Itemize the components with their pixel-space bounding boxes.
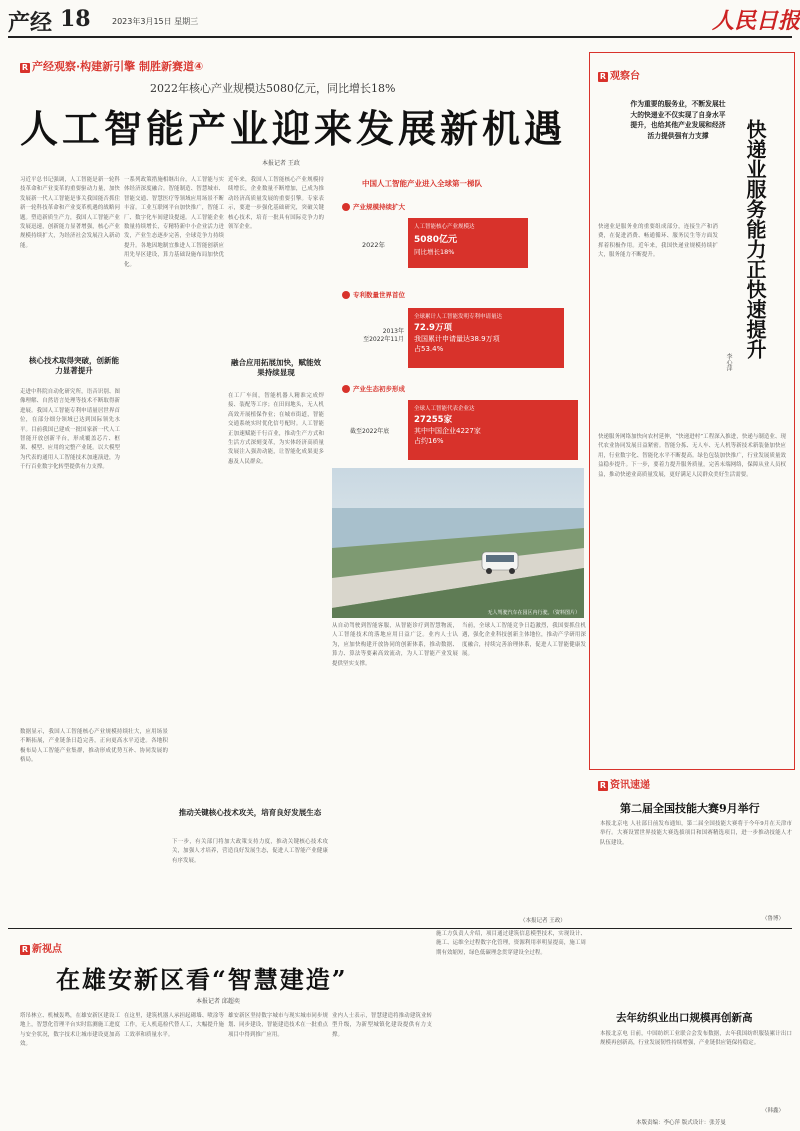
bottom-col-5: 施工方负责人介绍，项目通过建筑信息模型技术，实现设计、施工、运维全过程数字化管理，资源利用率明显提高，施工周期有效缩短，绿色低碳理念贯穿建设全过程。 — [436, 931, 586, 956]
s2-china: 我国累计申请量达38.9万项 — [414, 335, 500, 343]
page-number: 18 — [60, 6, 91, 32]
subhead-integration: 融合应用拓展加快，赋能效果持续显现 — [231, 358, 321, 377]
bottom-kicker: R 新视点 — [21, 944, 62, 955]
infographic — [332, 178, 584, 618]
s2-year-start: 2013年 — [382, 328, 404, 335]
main-col-3b: 在工厂车间，智能机器人精准完成焊接、装配等工序；在田间地头，无人机高效开展植保作业；在城市街道，智能交通系统实时优化信号配时。人工智能正加速赋能千行百业，推动生产方式和生活方式深刻变革，为实体经济高质量发展注入强劲动能，让智能化成果更多惠及人民群众。 — [228, 393, 324, 465]
s2-year-end: 至2022年11月 — [363, 336, 404, 343]
main-col-3c: 下一步，有关部门将加大政策支持力度，推动关键核心技术攻关，加强人才培养，营造良好发展生态，促进人工智能产业健康有序发展。 — [172, 839, 328, 864]
observe-body-1: 快递业是服务业的重要组成部分，连接生产和消费，在促进消费、畅通循环、服务民生等方面发挥着积极作用。近年来，我国快递业规模持续扩大，服务能力不断提升。 — [598, 224, 718, 259]
infographic-s3-bar — [408, 400, 578, 460]
r-badge-icon: R — [599, 72, 607, 81]
news2-title: 去年纺织业出口规模再创新高 — [616, 1012, 753, 1024]
bottom-headline: 在雄安新区看“智慧建造” — [56, 965, 348, 994]
observe-body-2: 快递服务网络加快向农村延伸，“快递进村”工程深入推进，快递与制造业、现代农业协同发展日益紧密。智能分拣、无人车、无人机等新技术新装备加快应用，行业数字化、智能化水平不断提高。绿色包装加快推广，行业发展质量效益稳步提升。下一步，要着力提升服务质量，完善末端网络，保障从业人员权益，推动快递业高质量发展，更好满足人民群众美好生活需要。 — [598, 434, 786, 478]
observe-lead: 作为重要的服务业，不断发展壮大的快递业不仅实现了自身水平提升，也给其他产业发展和经济活力提供强有力支撑 — [630, 100, 726, 140]
infographic-s1-bar — [408, 218, 528, 268]
observe-box — [589, 52, 795, 770]
infographic-s3-year: 截至2022年底 — [350, 428, 390, 435]
s3-label: 全球人工智能代表企业达 — [414, 406, 475, 412]
bottom-col-4: 业内人士表示，智慧建造将推动建筑业转型升级，为新型城镇化建设提供有力支撑。 — [332, 1013, 432, 1038]
news2-body: 本报北京电 日前，中国纺织工业联合会发布数据，去年我国纺织服装累计出口规模再创新高，行业发展韧性持续增强，产业链供应链保持稳定。 — [600, 1031, 792, 1047]
news1-body: 本报北京电 人社部日前发布通知，第二届全国技能大赛将于今年9月在天津市举行。大赛设置世界技能大赛选拔项目和国赛精选项目，进一步推动技能人才队伍建设。 — [600, 821, 792, 846]
news1-title: 第二届全国技能大赛9月举行 — [620, 802, 760, 815]
main-col-4: 从自动驾驶到智能客服，从智能诊疗到智慧物流，人工智能技术的落地应用日益广泛。业内人士认为，应加快构建开放协同的创新体系，推动数据、算力、算法等要素高效流动，为人工智能产业发展提供坚实支撑。 — [332, 623, 458, 667]
main-subhead: 2022年核心产业规模达5080亿元，同比增长18% — [150, 82, 396, 95]
s3-china: 其中中国企业4227家 — [414, 427, 481, 435]
infographic-photo — [332, 468, 584, 618]
main-headline: 人工智能产业迎来发展新机遇 — [20, 106, 567, 151]
s1-label: 人工智能核心产业规模达 — [414, 224, 475, 230]
news2-sign: （韩鑫） — [762, 1108, 785, 1114]
main-col-2b: 数据显示，我国人工智能核心产业规模持续壮大，应用场景不断拓展，产业链条日趋完善，正向更高水平迈进。各地积极布局人工智能产业集群，推动形成优势互补、协同发展的格局。 — [20, 729, 168, 764]
r-badge-icon: R — [21, 63, 29, 72]
news1-kicker: R 资讯速递 — [599, 780, 650, 791]
r-badge-icon: R — [21, 945, 29, 954]
observe-author: 李心萍 — [725, 353, 732, 371]
infographic-s1-year: 2022年 — [362, 241, 386, 249]
main-kicker: R 产经观察·构建新引擎 制胜新赛道④ — [21, 60, 204, 73]
observe-kicker: R 观察台 — [599, 71, 640, 82]
news1-sign: （鲁博） — [762, 916, 785, 922]
bottom-byline: 本报记者 邱超奕 — [196, 998, 240, 1005]
red-dot-icon — [342, 385, 350, 393]
observe-title: 快递业服务能力正快速提升 — [743, 119, 767, 359]
infographic-s2-year — [354, 328, 404, 344]
page-header — [0, 0, 800, 42]
header-rule — [8, 36, 792, 38]
red-dot-icon — [342, 203, 350, 211]
main-col-5: 当前，全球人工智能竞争日趋激烈，我国要抓住机遇，强化企业科技创新主体地位，推动产学研用深度融合，持续完善治理体系，促进人工智能健康发展。 — [462, 623, 586, 658]
infographic-s2-bar — [408, 308, 564, 368]
main-author-note: （本报记者 王政） — [520, 918, 566, 924]
s1-growth: 同比增长18% — [414, 248, 455, 256]
subhead-core-tech: 核心技术取得突破，创新能力显著提升 — [29, 356, 119, 375]
subhead-ecosystem: 推动关键核心技术攻关，培育良好发展生态 — [178, 808, 322, 817]
bottom-col-2: 在这里，建筑机器人承担起砌墙、喷涂等工作，无人机巡检代替人工，大幅提升施工效率和质量水平。 — [124, 1013, 224, 1038]
infographic-s3-head: 产业生态初步形成 — [342, 384, 405, 393]
photo-caption: 无人驾驶汽车在园区内行驶。（资料图片） — [487, 610, 580, 616]
infographic-s2-head: 专利数量世界首位 — [342, 290, 405, 299]
r-badge-icon: R — [599, 781, 607, 790]
infographic-title: 中国人工智能产业进入全球第一梯队 — [362, 179, 482, 188]
s1-value: 5080亿元 — [414, 235, 458, 245]
s2-value: 72.9万项 — [414, 323, 452, 333]
section-name: 产经 — [8, 10, 53, 36]
main-col-1b: 走进中科院自动化研究所，语音识别、图像理解、自然语言处理等技术不断取得新进展。我国人工智能专利申请量居世界首位，在部分细分领域已达到国际领先水平。目前我国已建成一批国家新一代人工智能开放创新平台，形成覆盖芯片、框架、模型、应用的完整产业链。以大模型为代表的通用人工智能技术加速演进，为千行百业数字化转型提供有力支撑。 — [20, 389, 120, 471]
main-col-3: 近年来，我国人工智能核心产业规模持续增长，企业数量不断增加，已成为推动经济高质量发展的重要引擎。专家表示，要进一步强化基础研究，突破关键核心技术，培育一批具有国际竞争力的领军企业。 — [228, 177, 324, 231]
footer-editor: 本版责编：李心萍 版式设计：张芳曼 — [636, 1120, 726, 1126]
s3-share: 占约16% — [414, 437, 444, 445]
red-dot-icon — [342, 291, 350, 299]
bottom-divider — [8, 928, 792, 929]
s2-label: 全球累计人工智能发明专利申请量达 — [414, 314, 503, 320]
infographic-s1-head: 产业规模持续扩大 — [342, 202, 405, 211]
bottom-col-3: 雄安新区坚持数字城市与现实城市同步规划、同步建设，智能建造技术在一批重点项目中得到推广应用。 — [228, 1013, 328, 1038]
s3-value: 27255家 — [414, 415, 453, 425]
bottom-col-1: 塔吊林立、机械轰鸣，在雄安新区建设工地上，智慧化管理平台实时监测施工进度与安全状况，数字技术让城市建设更加高效。 — [20, 1013, 120, 1048]
newspaper-logo: 人民日报 — [712, 8, 800, 34]
s2-share: 占53.4% — [414, 345, 444, 353]
main-col-2: 一系列政策措施相继出台，人工智能与实体经济深度融合。智能制造、智慧城市、智能交通、智慧医疗等领域应用场景不断丰富。工业互联网平台加快推广，智能工厂、数字化车间建设提速。人工智能企业数量持续增长，专精特新中小企业活力迸发，产业生态逐步完善，全球竞争力持续提升。各地因地制宜推进人工智能创新应用先导区建设，算力基础设施布局加快优化。 — [124, 177, 224, 268]
main-col-1: 习近平总书记强调，人工智能是新一轮科技革命和产业变革的重要驱动力量，加快发展新一代人工智能是事关我国能否抓住新一轮科技革命和产业变革机遇的战略问题。塑造新质生产力，我国人工智能产业发展迅速，创新能力显著增强，核心产业规模持续扩大，为经济社会发展注入新动能。 — [20, 177, 120, 249]
main-byline: 本报记者 王政 — [262, 160, 300, 167]
page-date: 2023年3月15日 星期三 — [112, 17, 199, 26]
